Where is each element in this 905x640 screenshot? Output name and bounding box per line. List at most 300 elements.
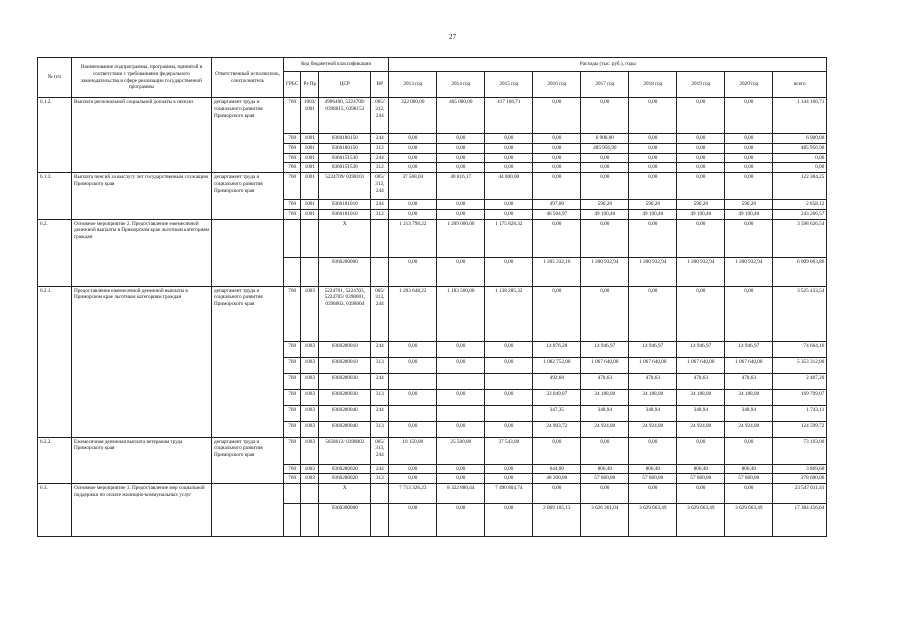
cell-year-value: 478,63 [677,373,725,389]
cell-total: 243 266,57 [773,209,827,219]
cell-vr: 244 [371,341,389,357]
cell-year-value: 1 200 932,94 [725,257,773,286]
cell-csr: 0360280020 [319,464,371,474]
cell-total: 3 598 626,54 [773,219,827,257]
cell-year-value: 0,00 [581,437,629,464]
cell-year-value: 0,00 [485,200,533,210]
cell-vr: 312 [371,163,389,173]
cell-year-value: 0,00 [437,504,485,537]
cell-total: 17 384 456,64 [773,504,827,537]
cell-year-value: 644,00 [533,464,581,474]
cell-year-value: 34 188,00 [581,389,629,405]
cell-year-value: 0,00 [437,143,485,153]
header-classification: Код бюджетной классификации [284,58,389,72]
cell-year-value: 0,00 [485,421,533,437]
cell-year-value: 590,28 [581,200,629,210]
cell-year-value: 478,63 [725,373,773,389]
cell-year-value: 0,00 [629,219,677,257]
cell-year-value: 0,00 [725,173,773,200]
cell-year-value: 0,00 [389,357,437,373]
header-year: 2014 год [437,72,485,98]
cell-year-value: 14 946,97 [581,341,629,357]
cell-year-value: 49 190,40 [725,209,773,219]
cell-year-value: 49 190,40 [677,209,725,219]
cell-year-value: 57 600,00 [629,474,677,484]
cell-year-value: 0,00 [389,134,437,144]
row-executor [212,219,284,286]
header-year: 2020 год [725,72,773,98]
cell-year-value: 0,00 [437,464,485,474]
cell-vr: 313 [371,421,389,437]
cell-csr: 5224701, 5224703, 5224705/ 0398001, 0398003, 0398004 [319,286,371,341]
cell-vr: 244 [371,134,389,144]
cell-year-value: 0,00 [389,421,437,437]
cell-year-value: 0,00 [725,219,773,257]
cell-csr: 0360280040 [319,405,371,421]
cell-year-value: 0,00 [485,341,533,357]
cell-year-value: 24 924,00 [725,421,773,437]
cell-year-value: 0,00 [629,98,677,134]
header-year: 2019 год [677,72,725,98]
cell-year-value: 0,00 [533,484,581,504]
cell-year-value: 37 543,00 [485,437,533,464]
cell-year-value: 14 876,28 [533,341,581,357]
cell-total: 23 547 011,41 [773,484,827,504]
cell-year-value [437,373,485,389]
cell-year-value: 37 568,04 [389,173,437,200]
cell-year-value: 0,00 [725,134,773,144]
cell-csr: X [319,484,371,504]
cell-year-value: 0,00 [581,286,629,341]
cell-year-value: 0,00 [389,209,437,219]
header-expenses: Расходы (тыс. руб.), годы [389,58,827,72]
row-number: 6.2.1. [38,286,72,437]
cell-year-value: 590,28 [629,200,677,210]
cell-year-value: 0,00 [581,153,629,163]
cell-total: 3 869,60 [773,464,827,474]
cell-rzpr: 1001 [301,134,319,144]
cell-year-value: 57 600,00 [677,474,725,484]
cell-year-value: 0,00 [533,163,581,173]
cell-rzpr: 1003 [301,474,319,484]
cell-year-value: 1 067 640,00 [629,357,677,373]
cell-total: 3 525 433,54 [773,286,827,341]
cell-year-value: 0,00 [533,98,581,134]
header-csr: ЦСР [319,72,371,98]
cell-year-value: 57 600,00 [725,474,773,484]
cell-year-value: 0,00 [725,153,773,163]
cell-year-value: 0,00 [389,474,437,484]
cell-total: 0,00 [773,163,827,173]
cell-year-value: 8 322 880,44 [437,484,485,504]
cell-vr: 244 [371,153,389,163]
cell-csr: 5058612/ 0398002 [319,437,371,464]
cell-year-value: 1 200 932,94 [677,257,725,286]
cell-year-value: 0,00 [485,163,533,173]
cell-year-value: 0,00 [533,173,581,200]
cell-total: 6 009 063,86 [773,257,827,286]
cell-year-value: 348,94 [581,405,629,421]
cell-year-value [389,405,437,421]
cell-rzpr: 1003 [301,286,319,341]
cell-year-value: 57 600,00 [581,474,629,484]
cell-total: 2 858,12 [773,200,827,210]
header-name: Наименование подпрограммы, программы, принятой в соответствии с требованиями федерального законодательства в сфере реализации государственной программы [72,58,212,98]
cell-year-value: 806,40 [677,464,725,474]
cell-year-value: 0,00 [437,200,485,210]
cell-year-value: 0,00 [437,163,485,173]
cell-year-value: 0,00 [437,357,485,373]
cell-grbs: 760 [284,464,301,474]
cell-rzpr: 1003/ 1001 [301,98,319,134]
cell-grbs: 760 [284,143,301,153]
row-number: 6.2. [38,219,72,286]
cell-year-value: 0,00 [725,98,773,134]
cell-year-value: 0,00 [581,173,629,200]
cell-year-value: 0,00 [533,153,581,163]
cell-csr: 0360151530 [319,153,371,163]
cell-year-value: 0,00 [389,153,437,163]
cell-year-value: 1 200 932,94 [629,257,677,286]
header-year: 2016 год [533,72,581,98]
cell-grbs: 760 [284,286,301,341]
header-year: 2013 год [389,72,437,98]
cell-year-value: 14 946,97 [725,341,773,357]
cell-year-value: 0,00 [533,143,581,153]
header-year: 2015 год [485,72,533,98]
cell-year-value: 0,00 [437,421,485,437]
row-executor: департамент труда и социального развития Приморского края [212,98,284,173]
header-vr: ВР [371,72,389,98]
cell-year-value: 0,00 [389,163,437,173]
cell-year-value: 0,00 [677,98,725,134]
cell-rzpr: 1001 [301,163,319,173]
page-number: 27 [449,33,456,41]
cell-grbs: 760 [284,153,301,163]
cell-year-value: 0,00 [437,389,485,405]
row-number: 6.3. [38,484,72,537]
cell-year-value: 0,00 [677,134,725,144]
cell-year-value: 14 946,97 [677,341,725,357]
cell-grbs: 760 [284,357,301,373]
cell-rzpr: 1003 [301,421,319,437]
cell-rzpr: 1003 [301,357,319,373]
cell-vr: 005/ 312, 244 [371,173,389,200]
cell-year-value: 1 213 798,22 [389,219,437,257]
cell-rzpr: 1001 [301,143,319,153]
cell-year-value: 24 903,72 [533,421,581,437]
cell-grbs: 760 [284,389,301,405]
cell-year-value: 24 924,00 [581,421,629,437]
cell-year-value: 34 188,00 [677,389,725,405]
cell-year-value: 0,00 [725,163,773,173]
table-body [38,98,827,537]
header-num: № п/п [38,58,72,98]
cell-year-value: 33 049,07 [533,389,581,405]
cell-year-value: 0,00 [533,437,581,464]
cell-year-value: 24 924,00 [677,421,725,437]
cell-year-value: 492,68 [533,373,581,389]
cell-year-value: 1 175 828,32 [485,219,533,257]
cell-total: 1 743,11 [773,405,827,421]
cell-csr: 4906400, 5224709/ 0398015, 0398153 [319,98,371,134]
cell-year-value: 348,94 [677,405,725,421]
cell-year-value: 3 629 663,49 [629,504,677,537]
cell-year-value: 0,00 [437,153,485,163]
cell-year-value: 0,00 [485,464,533,474]
cell-vr [371,257,389,286]
cell-grbs: 760 [284,474,301,484]
cell-csr: 0360280040 [319,421,371,437]
cell-total: 169 799,07 [773,389,827,405]
cell-csr: 0360280010 [319,341,371,357]
cell-year-value: 0,00 [725,437,773,464]
cell-rzpr: 1003 [301,341,319,357]
cell-vr: 005/ 313, 244 [371,286,389,341]
cell-total: 278 600,00 [773,474,827,484]
cell-year-value: 3 629 663,49 [725,504,773,537]
cell-year-value: 2 869 105,13 [533,504,581,537]
row-name: Ежемесячная денежная выплата ветеранам труда Приморского края [72,437,212,484]
cell-csr: 0360280010 [319,357,371,373]
cell-csr: 0360280020 [319,474,371,484]
cell-csr: 0360280030 [319,373,371,389]
cell-year-value: 0,00 [677,286,725,341]
cell-year-value: 0,00 [389,504,437,537]
cell-total: 485 956,90 [773,143,827,153]
cell-year-value: 0,00 [629,143,677,153]
cell-year-value: 478,63 [581,373,629,389]
cell-year-value: 7 490 804,74 [485,484,533,504]
header-year: 2018 год [629,72,677,98]
cell-year-value: 0,00 [629,484,677,504]
cell-year-value: 1 203 648,22 [389,286,437,341]
cell-year-value: 0,00 [485,209,533,219]
cell-vr: 244 [371,200,389,210]
cell-year-value: 46 504,97 [533,209,581,219]
cell-grbs [284,504,301,537]
row-number: 6.2.2. [38,437,72,484]
cell-vr: 244 [371,373,389,389]
cell-csr: 0360181010 [319,209,371,219]
cell-year-value: 25 500,00 [437,437,485,464]
cell-year-value: 0,00 [677,437,725,464]
cell-year-value: 1 209 000,00 [437,219,485,257]
cell-year-value: 0,00 [485,153,533,163]
cell-vr: 313 [371,474,389,484]
cell-year-value: 49 190,40 [581,209,629,219]
cell-year-value: 590,28 [677,200,725,210]
cell-year-value: 0,00 [581,98,629,134]
row-executor: департамент труда и социального развития Приморского края [212,286,284,437]
cell-year-value: 0,00 [437,209,485,219]
cell-year-value: 0,00 [437,341,485,357]
cell-year-value: 24 924,00 [629,421,677,437]
cell-year-value: 0,00 [677,153,725,163]
row-name: Выплата пенсий за выслугу лет государственным служащим Приморского края [72,173,212,220]
cell-vr [371,219,389,257]
cell-year-value: 1 205 332,10 [533,257,581,286]
row-number: 6.1.3. [38,173,72,220]
cell-year-value: 10 150,00 [389,437,437,464]
cell-total: 2 407,20 [773,373,827,389]
cell-rzpr [301,257,319,286]
cell-year-value: 0,00 [389,200,437,210]
row-executor: департамент труда и социального развития Приморского края [212,437,284,484]
cell-vr: 313 [371,389,389,405]
cell-total: 124 599,72 [773,421,827,437]
cell-year-value: 0,00 [485,143,533,153]
cell-year-value: 0,00 [485,389,533,405]
cell-year-value: 0,00 [533,134,581,144]
cell-year-value: 0,00 [389,341,437,357]
cell-year-value: 0,00 [485,357,533,373]
cell-grbs: 760 [284,421,301,437]
cell-total: 1 144 166,71 [773,98,827,134]
cell-rzpr [301,219,319,257]
cell-year-value [485,373,533,389]
cell-grbs: 760 [284,173,301,200]
cell-rzpr: 1003 [301,437,319,464]
cell-csr: 0360151530 [319,163,371,173]
cell-year-value: 49 190,40 [629,209,677,219]
row-executor [212,484,284,537]
cell-year-value: 0,00 [629,286,677,341]
cell-year-value: 0,00 [437,474,485,484]
cell-rzpr [301,504,319,537]
cell-total: 6 900,00 [773,134,827,144]
cell-year-value: 0,00 [629,163,677,173]
cell-csr: 0360300000 [319,504,371,537]
row-name: Основное мероприятие 2. Предоставление ежемесячной денежной выплаты в Приморском крае льготным категориям граждан [72,219,212,286]
cell-year-value: 497,00 [533,200,581,210]
cell-csr: 0360200000 [319,257,371,286]
header-year: 2017 год [581,72,629,98]
cell-year-value: 0,00 [533,219,581,257]
header-rzpr: Рз Пр [301,72,319,98]
cell-grbs: 760 [284,200,301,210]
row-name: Предоставление ежемесячной денежной выплаты в Приморском крае льготным категориям граждан [72,286,212,437]
cell-total: 73 193,00 [773,437,827,464]
cell-year-value: 0,00 [581,219,629,257]
cell-vr: 244 [371,405,389,421]
cell-vr: 005/ 312, 244 [371,98,389,134]
cell-year-value: 0,00 [533,286,581,341]
cell-grbs: 760 [284,405,301,421]
row-name: Основное мероприятие 3. Предоставление мер социальной поддержки по оплате жилищно-коммунальных услуг [72,484,212,537]
cell-year-value: 0,00 [389,464,437,474]
cell-year-value: 0,00 [485,134,533,144]
cell-year-value: 1 138 285,32 [485,286,533,341]
cell-vr: 313 [371,357,389,373]
cell-year-value: 806,40 [629,464,677,474]
cell-year-value: 34 188,00 [725,389,773,405]
cell-csr: 0360180150 [319,143,371,153]
cell-year-value: 0,00 [629,173,677,200]
table-row [38,219,827,257]
cell-grbs [284,219,301,257]
cell-rzpr: 1001 [301,153,319,163]
cell-year-value: 0,00 [725,484,773,504]
cell-year-value: 0,00 [629,134,677,144]
cell-rzpr: 1003 [301,389,319,405]
cell-vr [371,504,389,537]
table-row [38,286,827,341]
cell-year-value: 7 713 326,23 [389,484,437,504]
cell-year-value: 0,00 [725,286,773,341]
cell-year-value: 3 629 663,49 [677,504,725,537]
cell-year-value: 347,35 [533,405,581,421]
cell-year-value [389,373,437,389]
cell-rzpr: 1003 [301,373,319,389]
cell-year-value: 3 626 361,04 [581,504,629,537]
cell-year-value: 0,00 [485,504,533,537]
table-row [38,484,827,504]
cell-vr: 312 [371,143,389,153]
cell-grbs: 760 [284,163,301,173]
row-number: 6.1.2. [38,98,72,173]
table-row [38,98,827,134]
cell-csr: 0360181010 [319,200,371,210]
cell-year-value: 48 200,00 [533,474,581,484]
cell-year-value: 0,00 [389,257,437,286]
cell-vr [371,484,389,504]
cell-year-value: 0,00 [629,437,677,464]
cell-grbs: 760 [284,134,301,144]
cell-rzpr: 1001 [301,173,319,200]
cell-year-value: 806,40 [581,464,629,474]
cell-year-value: 417 166,71 [485,98,533,134]
cell-year-value: 1 082 752,00 [533,357,581,373]
cell-year-value: 0,00 [629,153,677,163]
cell-rzpr: 1003 [301,464,319,474]
cell-year-value: 348,94 [725,405,773,421]
cell-year-value: 40 816,17 [437,173,485,200]
cell-year-value: 0,00 [485,257,533,286]
cell-year-value: 0,00 [677,219,725,257]
cell-grbs: 760 [284,209,301,219]
cell-year-value [437,405,485,421]
cell-year-value: 485 956,90 [581,143,629,153]
cell-total: 122 384,25 [773,173,827,200]
cell-total: 0,00 [773,153,827,163]
row-executor: департамент труда и социального развития Приморского края [212,173,284,220]
cell-year-value: 0,00 [677,143,725,153]
cell-year-value: 405 000,00 [437,98,485,134]
budget-table [37,57,827,537]
cell-vr: 244 [371,464,389,474]
cell-vr: 312 [371,209,389,219]
cell-year-value: 0,00 [677,173,725,200]
cell-grbs: 760 [284,341,301,357]
cell-year-value: 0,00 [485,474,533,484]
cell-grbs [284,257,301,286]
cell-year-value [485,405,533,421]
cell-grbs: 760 [284,373,301,389]
cell-csr: 0360280030 [319,389,371,405]
cell-year-value: 478,63 [629,373,677,389]
header-executor: Ответственный исполнитель, соисполнитель [212,58,284,98]
cell-year-value: 0,00 [581,163,629,173]
cell-year-value: 322 000,00 [389,98,437,134]
cell-year-value: 0,00 [725,143,773,153]
table-row [38,437,827,464]
cell-csr: 5224709/ 0398101 [319,173,371,200]
cell-year-value: 0,00 [677,484,725,504]
cell-year-value: 0,00 [677,163,725,173]
cell-grbs [284,484,301,504]
cell-year-value: 806,40 [725,464,773,474]
